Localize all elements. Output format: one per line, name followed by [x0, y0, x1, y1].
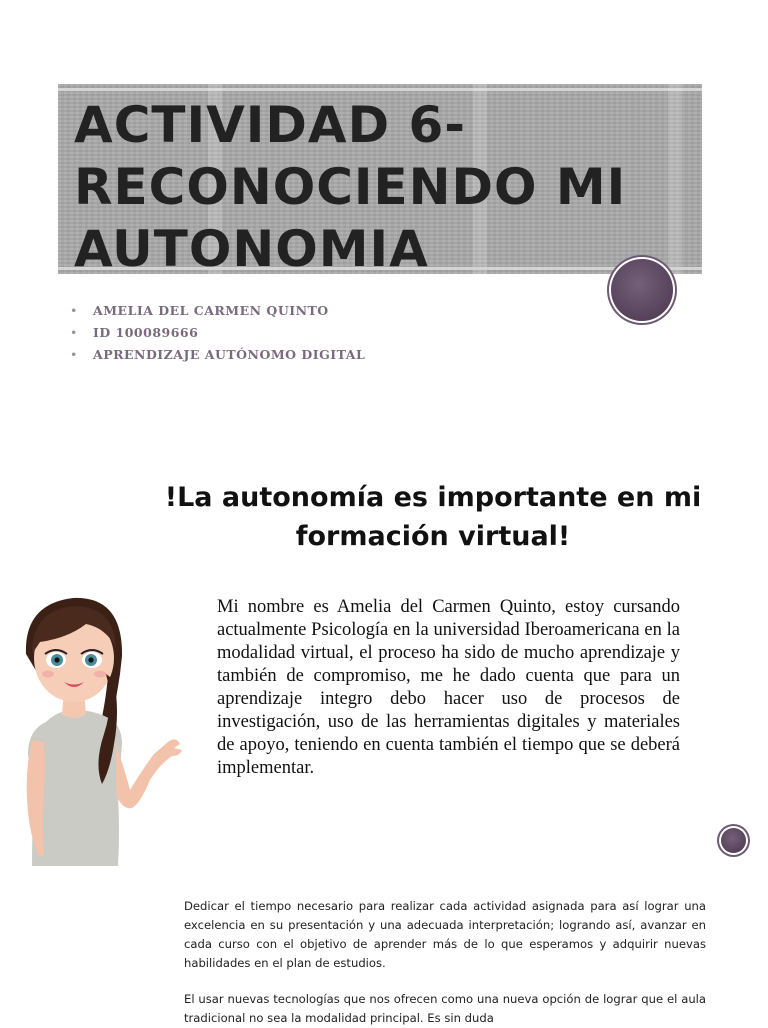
purple-circle-icon: [721, 828, 746, 853]
bullet-dot-icon: •: [70, 347, 78, 362]
author-name-item: [70, 300, 365, 322]
intro-paragraph: Mi nombre es Amelia del Carmen Quinto, estoy cursando actualmente Psicología en la universidad Iberoamericana en la modalidad virtual, el proceso ha sido de mucho aprendizaje y también de compromiso, me he dado cuenta que para un aprendizaje integro debo hacer uso de procesos de investigación, uso de las herramientas digitales y materiales de apoyo, teniendo en cuenta también el tiempo que se deberá implementar.: [217, 597, 680, 778]
time-paragraph: Dedicar el tiempo necesario para realizar cada actividad asignada para así lograr una excelencia en su presentación y una adecuada interpretación; logrando así, avanzar en cada curso con el objetivo de aprender más de lo que esperamos y adquirir nuevas habilidades en el plan de estudios.: [184, 899, 706, 970]
course-name-item: [70, 344, 365, 366]
author-name: AMELIA DEL CARMEN QUINTO: [93, 303, 329, 318]
bullet-dot-icon: •: [70, 303, 78, 318]
slide-title: ACTIVIDAD 6- RECONOCIENDO MI AUTONOMIA: [74, 96, 627, 278]
author-info-list: [70, 300, 365, 366]
cartoon-woman-pointing-icon: [18, 594, 183, 866]
student-id: ID 100089666: [93, 325, 199, 340]
purple-circle-icon: [611, 259, 673, 321]
course-name: APRENDIZAJE AUTÓNOMO DIGITAL: [93, 347, 366, 362]
technology-paragraph: El usar nuevas tecnologías que nos ofrecen como una nueva opción de lograr que el aula tradicional no sea la modalidad principal. Es sin duda: [184, 992, 706, 1025]
banner-top-edge: [58, 88, 702, 91]
bullet-dot-icon: •: [70, 325, 78, 340]
section-headline: !La autonomía es importante en mi formación virtual!: [164, 482, 702, 552]
student-id-item: [70, 322, 365, 344]
